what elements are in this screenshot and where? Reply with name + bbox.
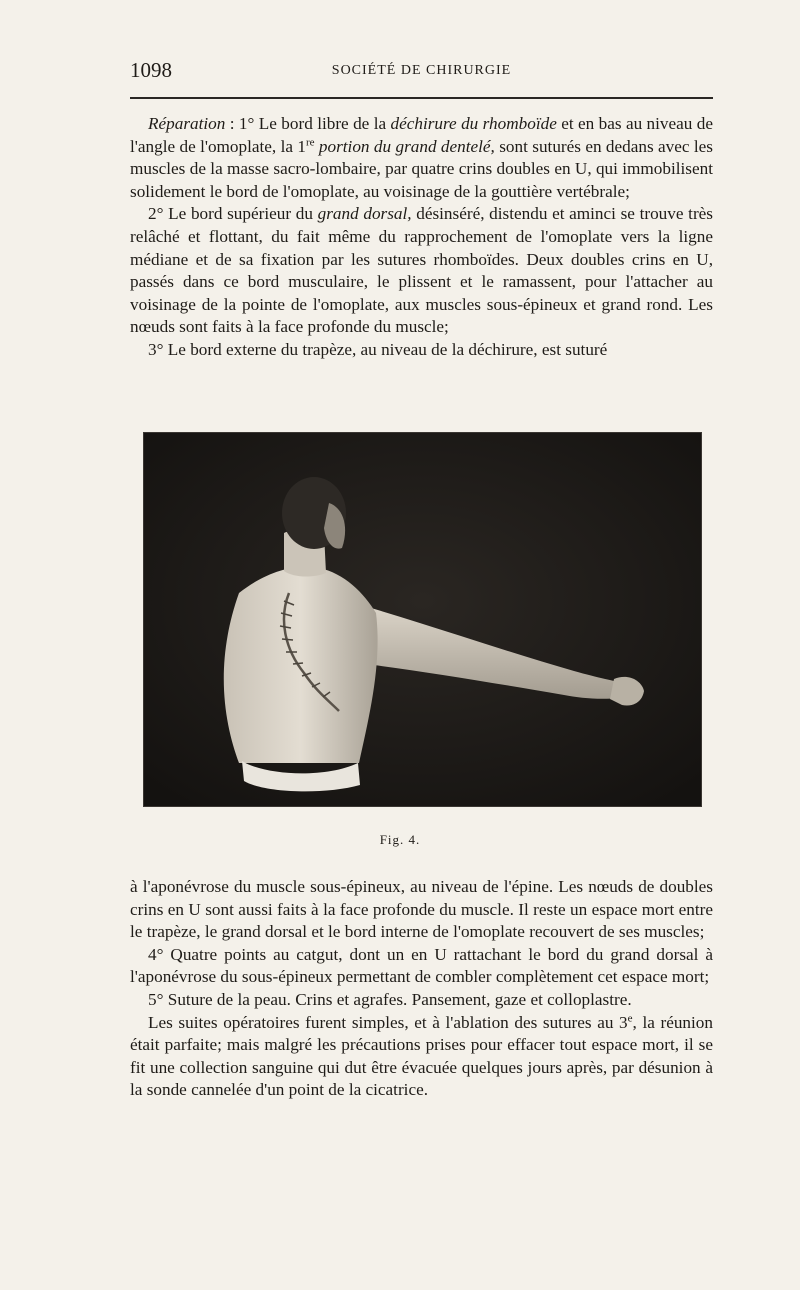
photograph-back-sutured	[144, 433, 701, 806]
text-run: Les suites opératoires furent simples, et à l'ablation des sutures au 3	[148, 1012, 628, 1032]
page-header	[130, 58, 713, 88]
text-run: désinséré, distendu et aminci se trouve très relâché et flottant, du fait même du rapprochement de l'omoplate vers la ligne médiane et de sa fixation par les sutures rhomboïdes. Deux doubles crins en U, passés dans ce bord musculaire, le plissent et le ramassent, pour l'attacher au voisinage de la pointe de l'omoplate, aux muscles sous-épineux et grand rond. Les nœuds sont faits à la face profonde du muscle;	[130, 204, 713, 337]
paragraph-suture-peau: 5° Suture de la peau. Crins et agrafes. Pansement, gaze et colloplastre.	[148, 989, 632, 1009]
top-text-block	[130, 113, 713, 362]
paragraph-reparation	[130, 113, 713, 203]
paragraph-grand-dorsal	[130, 203, 713, 339]
figure-caption: Fig. 4.	[379, 832, 421, 847]
superscript: e	[627, 1011, 633, 1024]
bottom-text-block	[130, 876, 713, 1102]
italic-term: grand dorsal,	[317, 204, 412, 224]
italic-term: déchirure du rhomboïde	[390, 114, 557, 133]
figure-photograph	[143, 432, 702, 807]
paragraph-continuation: à l'aponévrose du muscle sous-épineux, au niveau de l'épine. Les nœuds de doubles crins en U sont aussi faits à la face profonde du muscle. Il reste un espace mort entre le trapèze, le grand dorsal et le bord interne de l'omoplate recouvert de ses muscles;	[130, 877, 713, 942]
italic-term: portion du grand dentelé,	[318, 136, 495, 156]
text-run: , la réunion était parfaite; mais malgré les précautions prises pour effacer tout espace mort, il se fit une collection sanguine qui dut être évacuée quelques jours après, par désunion à la sonde cannelée d'un point de la cicatrice.	[130, 1012, 713, 1100]
text-run: et en bas au niveau de l'angle de l'omoplate, la 1	[130, 114, 713, 156]
header-rule	[130, 97, 713, 99]
paragraph-catgut: 4° Quatre points au catgut, dont un en U rattachant le bord du grand dorsal à l'aponévrose du sous-épineux permettant de combler complètement cet espace mort;	[130, 944, 713, 987]
text-run: : 1° Le bord libre de la	[225, 114, 391, 133]
paragraph-suites	[130, 1012, 713, 1102]
superscript: re	[305, 135, 315, 148]
running-title: SOCIÉTÉ DE CHIRURGIE	[331, 63, 512, 78]
text-run: 2° Le bord supérieur du	[148, 204, 318, 224]
text-run: sont suturés en dedans avec les muscles de la masse sacro-lombaire, par quatre crins doubles en U, qui immobilisent solidement le bord de l'omoplate, au voisinage de la gouttière vertébrale;	[130, 136, 713, 201]
italic-term: Réparation	[148, 114, 226, 133]
page-number: 1098	[130, 58, 172, 82]
paragraph-trapeze: 3° Le bord externe du trapèze, au niveau de la déchirure, est suturé	[148, 339, 608, 359]
